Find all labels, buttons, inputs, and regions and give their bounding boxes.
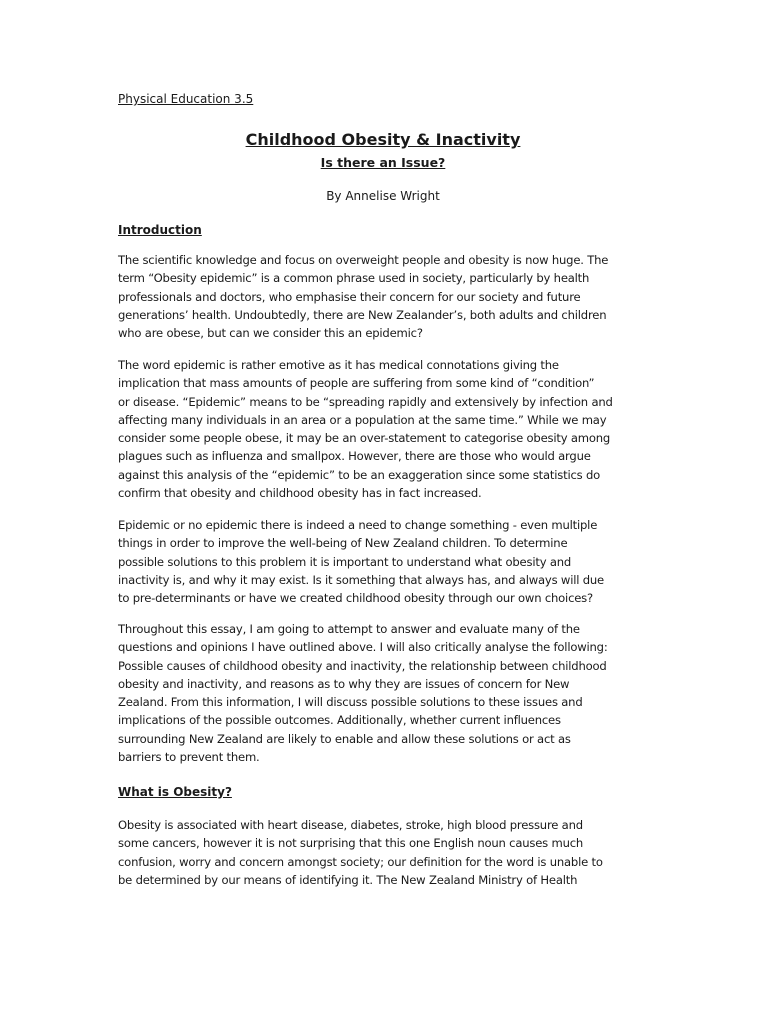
paragraph-3 <box>118 516 654 607</box>
paragraph-line: or disease. “Epidemic” means to be “spreading rapidly and extensively by infection and <box>118 394 613 409</box>
paragraph-line: who are obese, but can we consider this an epidemic? <box>118 326 423 341</box>
paragraph-line: The scientific knowledge and focus on overweight people and obesity is now huge. The <box>118 253 609 267</box>
paragraph-line: barriers to prevent them. <box>118 750 260 765</box>
paragraph-line: be determined by our means of identifying it. The New Zealand Ministry of Health <box>118 872 578 887</box>
paragraph-line: against this analysis of the “epidemic” to be an exaggeration since some statistics do <box>118 467 601 482</box>
paragraph-line: surrounding New Zealand are likely to enable and allow these solutions or act as <box>118 731 571 746</box>
paragraph-line: The word epidemic is rather emotive as it has medical connotations giving the <box>118 358 559 372</box>
paragraph-line: Obesity is associated with heart disease, diabetes, stroke, high blood pressure and <box>118 818 583 832</box>
paragraph-line: generations’ health. Undoubtedly, there are New Zealander’s, both adults and children <box>118 307 607 322</box>
paragraph-1 <box>118 251 654 342</box>
paragraph-line: consider some people obese, it may be an over-statement to categorise obesity among <box>118 431 611 446</box>
paragraph-line: confirm that obesity and childhood obesity has in fact increased. <box>118 486 482 501</box>
paragraph-line: term “Obesity epidemic” is a common phrase used in society, particularly by health <box>118 271 590 286</box>
paragraph-line: to pre-determinants or have we created childhood obesity through our own choices? <box>118 591 593 606</box>
paragraph-line: confusion, worry and concern amongst society; our definition for the word is unable to <box>118 854 603 869</box>
course-label: Physical Education 3.5 <box>118 92 254 106</box>
paragraph-line: obesity and inactivity, and reasons as to why they are issues of concern for New <box>118 676 570 691</box>
paragraph-line: affecting many individuals in an area or a population at the same time.” While we may <box>118 412 607 427</box>
paragraph-line: Zealand. From this information, I will discuss possible solutions to these issues and <box>118 695 583 710</box>
paragraph-5 <box>118 816 654 889</box>
paragraph-line: Possible causes of childhood obesity and inactivity, the relationship between childhood <box>118 658 607 673</box>
essay-subtitle: Is there an Issue? <box>320 155 446 170</box>
paragraph-2 <box>118 356 654 502</box>
section-heading-what-is-obesity: What is Obesity? <box>118 785 232 799</box>
section-heading-introduction: Introduction <box>118 223 202 237</box>
paragraph-line: questions and opinions I have outlined above. I will also critically analyse the following: <box>118 640 608 655</box>
paragraph-line: implication that mass amounts of people are suffering from some kind of “condition” <box>118 376 595 391</box>
paragraph-line: implications of the possible outcomes. Additionally, whether current influences <box>118 713 561 728</box>
paragraph-line: some cancers, however it is not surprising that this one English noun causes much <box>118 836 584 851</box>
paragraph-4 <box>118 620 654 766</box>
paragraph-line: professionals and doctors, who emphasise their concern for our society and future <box>118 289 581 304</box>
paragraph-line: plagues such as influenza and smallpox. However, there are those who would argue <box>118 449 591 464</box>
paragraph-line: Throughout this essay, I am going to attempt to answer and evaluate many of the <box>118 622 580 636</box>
paragraph-line: inactivity is, and why it may exist. Is it something that always has, and always will due <box>118 572 604 587</box>
paragraph-line: Epidemic or no epidemic there is indeed a need to change something - even multiple <box>118 518 598 532</box>
author-byline: By Annelise Wright <box>326 189 440 203</box>
essay-title: Childhood Obesity & Inactivity <box>245 130 521 149</box>
paragraph-line: possible solutions to this problem it is important to understand what obesity and <box>118 554 572 569</box>
paragraph-line: things in order to improve the well-being of New Zealand children. To determine <box>118 536 568 551</box>
